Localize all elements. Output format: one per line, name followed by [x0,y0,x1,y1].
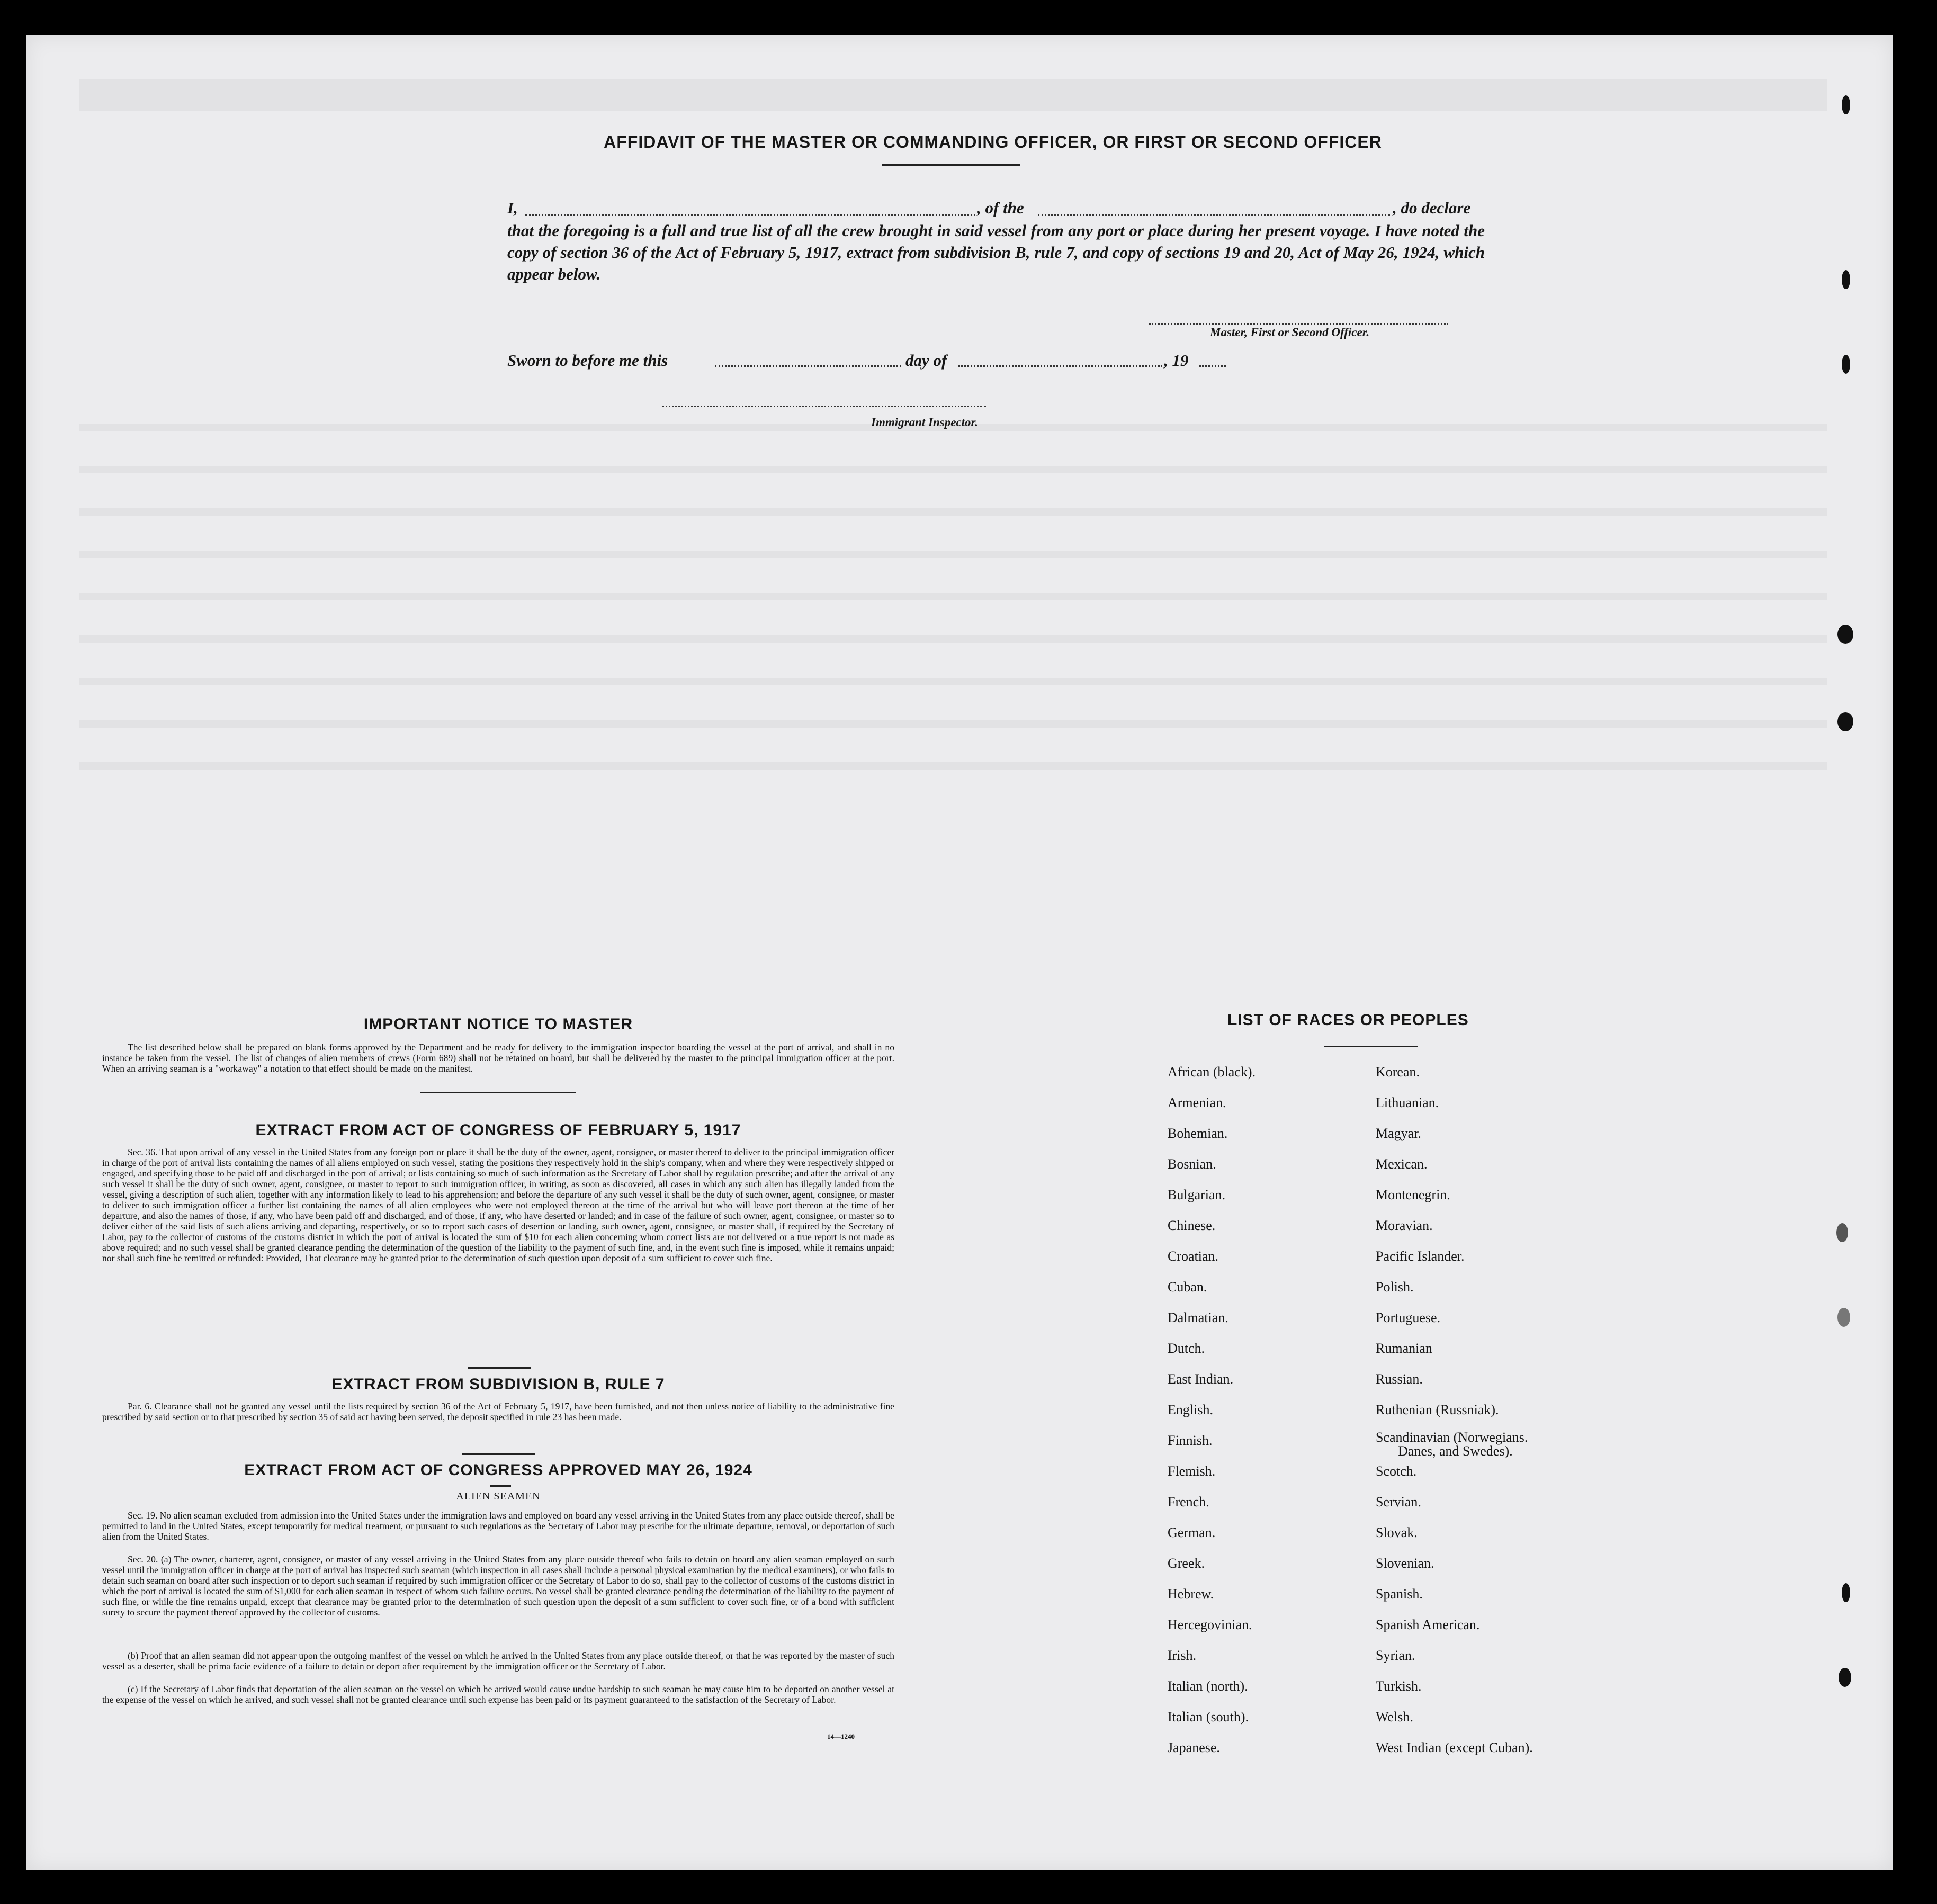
extract-1917-body: Sec. 36. That upon arrival of any vessel in the United States from any foreign port or place it shall be the duty of the owner, agent, consignee, or master thereof to deliver to the principal immigration officer in charge of the port of arrival lists containing the names of all aliens employed on such vessel, stating the positions they respectively hold in the ship's company, when and where they were respectively shipped or engaged, and specifying those to be paid off and discharged in the port of arrival; or lists containing so much of such information as the Secretary of Labor shall by regulation prescribe; and after the arrival of any such vessel it shall be the duty of such owner, agent, consignee, or master to report to such immigration officer, in writing, as soon as discovered, all cases in which any such alien has illegally landed from the vessel, giving a description of such alien, together with any information likely to lead to his apprehension; and before the departure of any such vessel it shall be the duty of such owner, agent, consignee, or master to deliver to such immigration officer a further list containing the names of all alien employees who were not employed thereon at the time of the arrival but who will leave port thereon at the time of her departure, and also the names of those, if any, who have been paid off and discharged, and of those, if any, who have deserted or landed; and in case of the failure of such owner, agent, consignee, or master so to deliver either of the said lists of such aliens arriving and departing, respectively, or so to report such cases of desertion or landing, such owner, agent, consignee, or master shall, if required by the Secretary of Labor, pay to the collector of customs of the customs district in which the port of arrival is located the sum of $10 for each alien concerning whom correct lists are not delivered or a true report is not made as above required; and no such vessel shall be granted clearance pending the determination of the question of the liability to the payment of such fine, and, in the event such fine is imposed, while it remains unpaid; nor shall such fine be remitted or refunded: Provided, That clearance may be granted prior to the determination of such question upon deposit of a sum sufficient to cover such fine. [102,1147,894,1263]
race-item: Portuguese. [1376,1310,1441,1325]
race-item: Japanese. [1168,1740,1220,1755]
race-item: Italian (north). [1168,1678,1248,1694]
race-item: French. [1168,1494,1209,1510]
extract-1924-title: EXTRACT FROM ACT OF CONGRESS APPROVED MAY 26, 1924 [244,1461,752,1479]
punch-hole [1842,270,1850,289]
race-item: English. [1168,1402,1213,1417]
punch-hole [1842,1583,1850,1602]
punch-hole [1836,1223,1848,1242]
race-item: Armenian. [1168,1095,1226,1110]
race-item: Welsh. [1376,1709,1413,1725]
race-item: Spanish American. [1376,1617,1480,1632]
race-item: German. [1168,1525,1216,1540]
sworn-day-of: day of [905,351,947,370]
race-item: African (black). [1168,1064,1256,1080]
race-item: Slovak. [1376,1525,1418,1540]
sec20a-body: Sec. 20. (a) The owner, charterer, agent, consignee, or master of any vessel arriving in the United States from any place outside thereof who fails to detain on board any alien seaman employed on such vessel until the immigration officer in charge at the port of arrival has inspected such seaman (which inspection in all cases shall include a personal physical examination by the medical examiners), or who fails to detain such seaman on board after such inspection or to deport such seaman if required by such immigration officer or the Secretary of Labor to do so, shall pay to the collector of customs of the customs district in which the port of arrival is located the sum of $1,000 for each alien seaman in respect of whom such failure occurs. No vessel shall be granted clearance pending the determination of the liability to the payment of such fine, or while the fine remains unpaid, except that clearance may be granted prior to the determination of such question upon the deposit of a sum sufficient to cover such fine, or of a bond with sufficient surety to secure the payment thereof approved by the collector of customs. [102,1554,894,1618]
race-item: West Indian (except Cuban). [1376,1740,1533,1755]
form-number: 14—1240 [827,1732,855,1740]
separator [490,1485,511,1487]
punch-hole [1837,1308,1850,1327]
punch-hole [1837,712,1853,731]
race-item: Croatian. [1168,1249,1219,1264]
affidavit-title: AFFIDAVIT OF THE MASTER OR COMMANDING OFFICER, OR FIRST OR SECOND OFFICER [604,132,1382,151]
master-label: Master, First or Second Officer. [1210,326,1370,339]
bleed-through-row [79,551,1827,558]
extract-1917-title: EXTRACT FROM ACT OF CONGRESS OF FEBRUARY 5, 1917 [255,1121,741,1139]
race-item: Finnish. [1168,1433,1213,1448]
extract-rule7-body: Par. 6. Clearance shall not be granted any vessel until the lists required by section 36 of the Act of February 5, 1917, have been furnished, and not then unless notice of liability to the administrative fine prescribed by said section or to that prescribed by section 35 of said act having been served, the deposit specified in rule 23 has been made. [102,1401,894,1422]
race-item: Chinese. [1168,1218,1216,1233]
race-item: Montenegrin. [1376,1187,1450,1202]
races-title: LIST OF RACES OR PEOPLES [1227,1011,1469,1029]
sec20b-body: (b) Proof that an alien seaman did not appear upon the outgoing manifest of the vessel on which he arrived in the United States from any place outside thereof, or that he was reported by the master of such vessel as a deserter, shall be prima facie evidence of a failure to detain or deport after requirement by the immigration officer or the Secretary of Labor. [102,1650,894,1672]
separator [420,1092,576,1093]
sworn-year: , 19 [1164,351,1189,370]
bleed-through-row [79,466,1827,473]
race-item-continuation: Danes, and Swedes). [1398,1443,1513,1459]
separator [462,1453,535,1455]
race-item: Bosnian. [1168,1156,1216,1172]
race-item: Flemish. [1168,1463,1216,1479]
bleed-through-row [79,635,1827,643]
bleed-through-row [79,720,1827,728]
alien-seamen-subtitle: ALIEN SEAMEN [456,1490,541,1502]
title-underline [882,164,1020,166]
notice-body: The list described below shall be prepared on blank forms approved by the Department and be ready for delivery to the immigration inspector boarding the vessel at the port of arrival, and shall in no instance be taken from the vessel. The list of changes of alien members of crews (Form 689) shall not be retained on board, but shall be delivered by the master to the principal immigration officer at the port. When an arriving seaman is a "workaway" a notation to that effect should be made on the manifest. [102,1042,894,1074]
master-signature-line [1149,323,1448,325]
race-item: Cuban. [1168,1279,1207,1295]
race-item: Irish. [1168,1648,1197,1663]
race-item: East Indian. [1168,1371,1234,1387]
race-item: Rumanian [1376,1341,1432,1356]
extract-rule7-title: EXTRACT FROM SUBDIVISION B, RULE 7 [331,1376,665,1393]
bleed-through-row [79,593,1827,600]
affidavit-paragraph: that the foregoing is a full and true list of all the crew brought in said vessel from any port or place during her present voyage. I have noted the copy of section 36 of the Act of February 5, 1917, extract from subdivision B, rule 7, and copy of sections 19 and 20, Act of May 26, 1924, which appear below. [507,221,1485,283]
punch-hole [1842,95,1850,114]
race-item: Dutch. [1168,1341,1205,1356]
affidavit-declare: , do declare [1393,199,1471,217]
race-item: Mexican. [1376,1156,1428,1172]
race-item: Hercegovinian. [1168,1617,1252,1632]
race-item: Bohemian. [1168,1126,1228,1141]
separator [1324,1046,1418,1047]
bleed-through-row [79,762,1827,770]
punch-hole [1842,355,1850,374]
sworn-month-blank [958,365,1162,367]
notice-title: IMPORTANT NOTICE TO MASTER [363,1016,633,1033]
inspector-signature-line [662,406,986,407]
race-item: Servian. [1376,1494,1421,1510]
sec19-body: Sec. 19. No alien seaman excluded from admission into the United States under the immigration laws and employed on board any vessel arriving in the United States from any place outside thereof, shall be permitted to land in the United States, except temporarily for medical treatment, or pursuant to such regulations as the Secretary of Labor may prescribe for the ultimate departure, removal, or deportation of such alien from the United States. [102,1510,894,1542]
affidavit-i: I, [507,199,518,217]
race-item: Lithuanian. [1376,1095,1439,1110]
race-item: Scandinavian (Norwegians. [1376,1430,1528,1445]
sworn-prefix: Sworn to before me this [507,351,668,370]
race-item: Pacific Islander. [1376,1249,1465,1264]
race-item: Turkish. [1376,1678,1422,1694]
race-item: Spanish. [1376,1586,1423,1602]
bleed-through-header [79,79,1827,111]
race-item: Ruthenian (Russniak). [1376,1402,1499,1417]
race-item: Scotch. [1376,1463,1417,1479]
race-item: Russian. [1376,1371,1423,1387]
sworn-year-blank [1199,365,1226,367]
race-item: Magyar. [1376,1126,1421,1141]
race-item: Italian (south). [1168,1709,1249,1725]
race-item: Hebrew. [1168,1586,1214,1602]
punch-hole [1837,625,1853,644]
punch-hole [1839,1668,1851,1687]
race-item: Moravian. [1376,1218,1433,1233]
race-item: Bulgarian. [1168,1187,1226,1202]
sec20c-body: (c) If the Secretary of Labor finds that deportation of the alien seaman on the vessel on which he arrived would cause undue hardship to such seaman he may cause him to be deported on another vessel at the expense of the vessel on which he arrived, and such vessel shall not be granted clearance until such expense has been paid or its payment guaranteed to the satisfaction of the Secretary of Labor. [102,1684,894,1705]
race-item: Greek. [1168,1556,1205,1571]
sworn-day-blank [715,365,901,367]
inspector-label: Immigrant Inspector. [871,416,978,429]
bleed-through-row [79,508,1827,516]
race-item: Syrian. [1376,1648,1415,1663]
bleed-through-row [79,678,1827,685]
vessel-blank [1038,214,1390,216]
race-item: Polish. [1376,1279,1414,1295]
separator [468,1367,531,1369]
race-item: Dalmatian. [1168,1310,1228,1325]
name-blank [525,214,975,216]
race-item: Korean. [1376,1064,1420,1080]
affidavit-of-the: , of the [977,199,1024,217]
race-item: Slovenian. [1376,1556,1434,1571]
